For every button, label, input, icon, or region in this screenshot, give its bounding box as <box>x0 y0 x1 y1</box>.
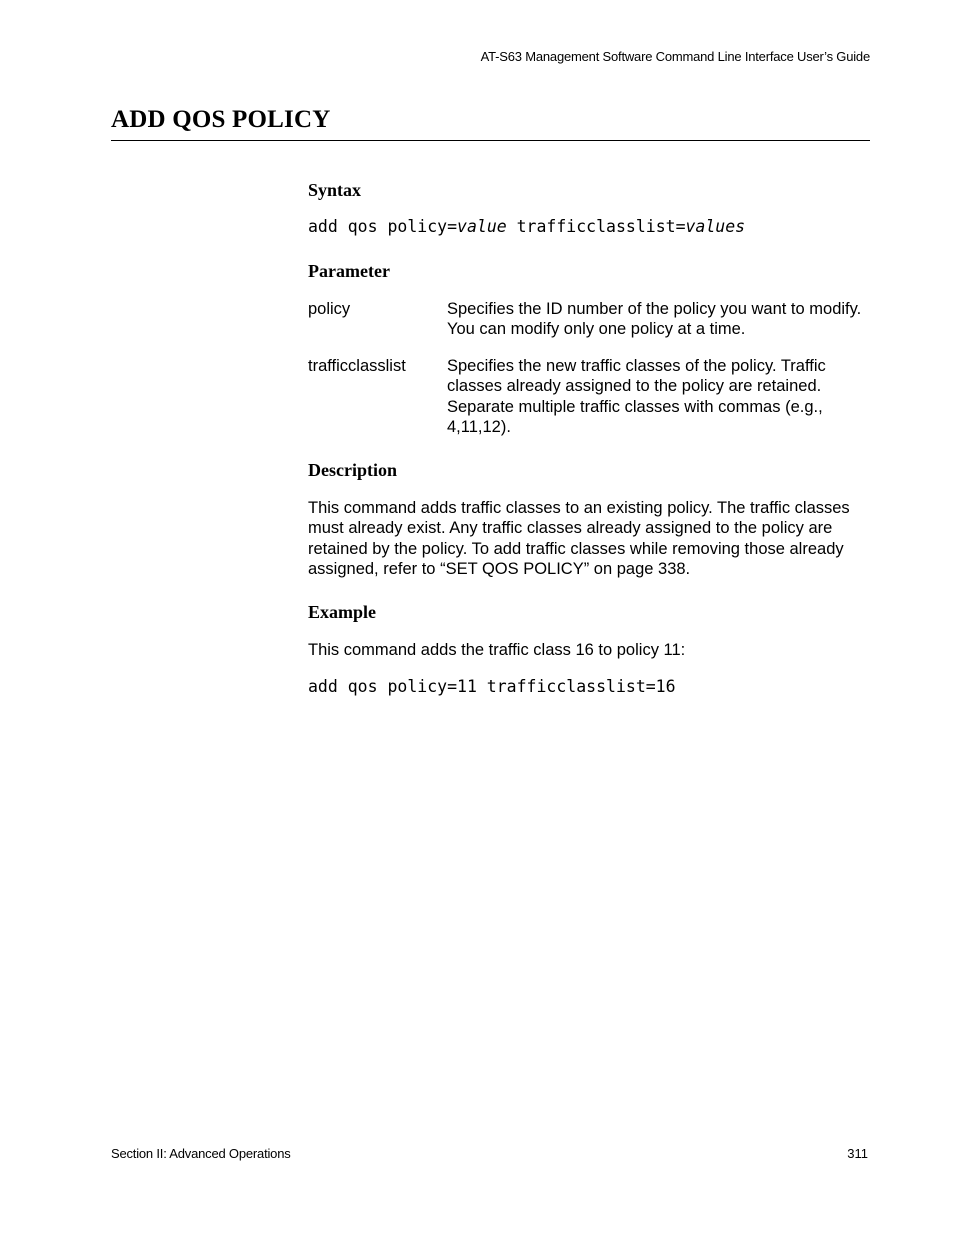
footer-page-number: 311 <box>847 1146 868 1161</box>
example-heading: Example <box>308 602 377 622</box>
syntax-command-part2: trafficclasslist= <box>506 217 686 236</box>
running-header: AT-S63 Management Software Command Line Interface User’s Guide <box>480 49 870 64</box>
example-command: add qos policy=11 trafficclasslist=16 <box>308 677 676 696</box>
example-intro: This command adds the traffic class 16 to policy 11: <box>308 641 686 659</box>
syntax-command-part1: add qos policy= <box>308 217 458 236</box>
syntax-arg-value: value <box>457 217 507 236</box>
syntax-command <box>308 217 745 236</box>
footer-section: Section II: Advanced Operations <box>111 1146 291 1161</box>
parameter-name: policy <box>308 300 351 318</box>
parameter-description: Specifies the ID number of the policy you want to modify. You can modify only one policy at a time. <box>447 300 862 339</box>
syntax-arg-values: values <box>685 217 746 236</box>
description-heading: Description <box>308 460 397 480</box>
parameter-name: trafficclasslist <box>308 357 406 375</box>
description-text: This command adds traffic classes to an existing policy. The traffic classes must already exist. Any traffic classes already assigned to the policy are retained by the policy. To add traffic classes while removing those already assigned, refer to “SET QOS POLICY” on page 338. <box>308 499 850 578</box>
parameter-description: Specifies the new traffic classes of the policy. Traffic classes already assigned to the policy are retained. Separate multiple traffic classes with commas (e.g., 4,11,12). <box>447 357 826 436</box>
title-rule <box>111 140 870 141</box>
syntax-heading: Syntax <box>308 180 362 200</box>
parameter-heading: Parameter <box>308 261 390 281</box>
page-title: ADD QOS POLICY <box>111 106 331 133</box>
